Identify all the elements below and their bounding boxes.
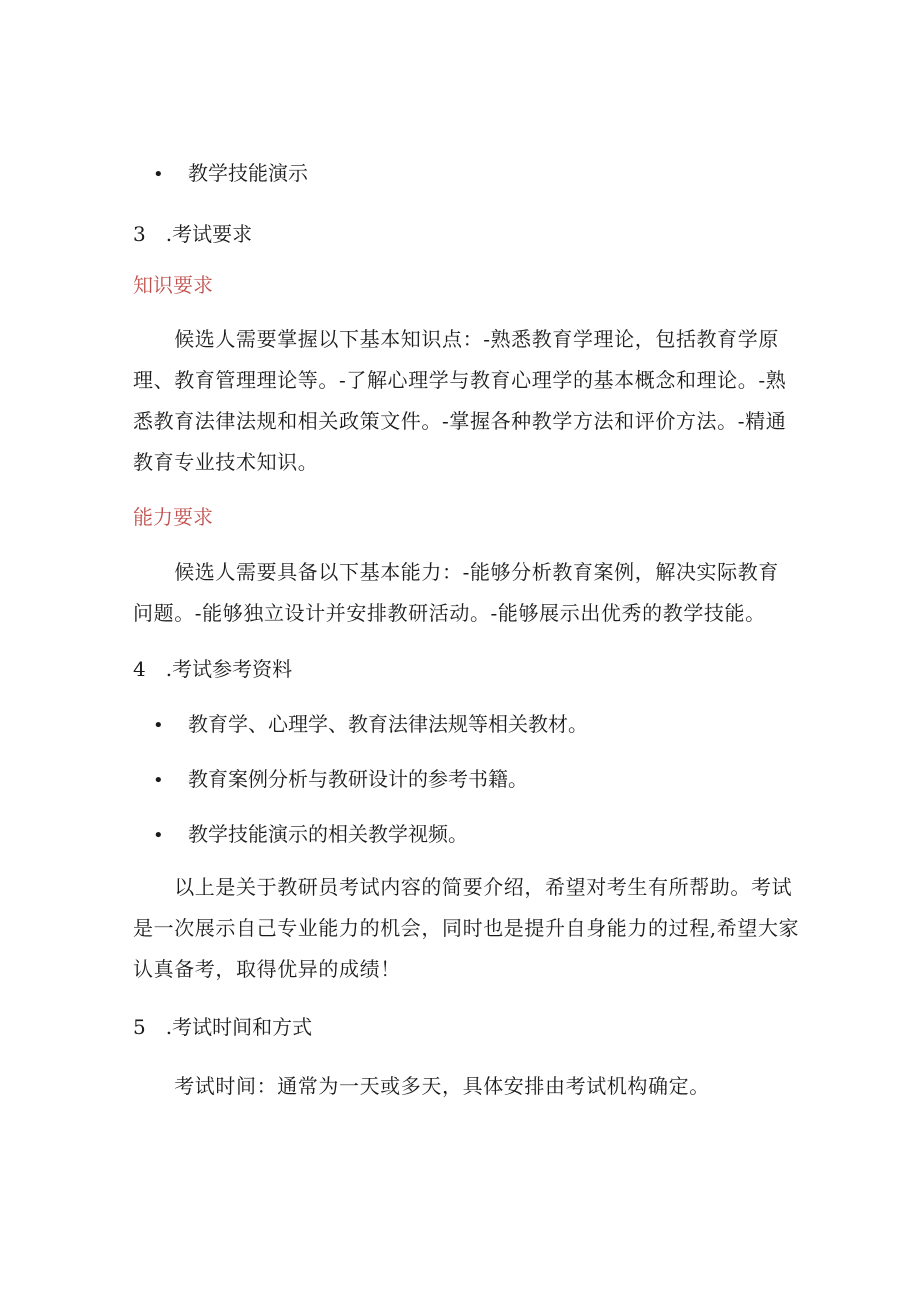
- list-item-text: 教育学、心理学、教育法律法规等相关教材。: [188, 712, 588, 736]
- paragraph-line: 悉教育法律法规和相关政策文件。-掌握各种教学方法和评价方法。-精通: [133, 409, 787, 433]
- section-4-heading: 4 .考试参考资料: [133, 657, 293, 681]
- paragraph-line: 候选人需要具备以下基本能力：-能够分析教育案例，解决实际教育: [133, 560, 779, 584]
- list-item: [153, 766, 528, 794]
- paragraph-line: 理、教育管理理论等。-了解心理学与教育心理学的基本概念和理论。-熟: [133, 368, 787, 392]
- ability-requirements-title: 能力要求: [133, 505, 213, 529]
- ability-requirements-paragraph: [133, 552, 788, 634]
- section-3-heading: 3 .考试要求: [133, 222, 253, 246]
- paragraph-line: 以上是关于教研员考试内容的简要介绍，希望对考生有所帮助。考试: [133, 875, 793, 899]
- list-item: [153, 711, 588, 739]
- paragraph-line: 是一次展示自己专业能力的机会，同时也是提升自身能力的过程,希望大家: [133, 916, 800, 940]
- paragraph-line: 教育专业技术知识。: [133, 450, 319, 474]
- exam-time-paragraph: [133, 1066, 788, 1107]
- section-5-heading: 5 .考试时间和方式: [133, 1015, 313, 1039]
- list-item-text: 教育案例分析与教研设计的参考书籍。: [188, 767, 528, 791]
- paragraph-line: 问题。-能够独立设计并安排教研活动。-能够展示出优秀的教学技能。: [133, 601, 766, 625]
- knowledge-requirements-title: 知识要求: [133, 273, 213, 297]
- list-item: [153, 160, 308, 188]
- bullet-icon: •: [153, 715, 164, 736]
- paragraph-line: 认真备考，取得优异的成绩！: [133, 957, 401, 981]
- list-item-text: 教学技能演示的相关教学视频。: [188, 822, 468, 846]
- paragraph-line: 候选人需要掌握以下基本知识点：-熟悉教育学理论，包括教育学原: [133, 327, 779, 351]
- bullet-icon: •: [153, 770, 164, 791]
- bullet-icon: •: [153, 164, 164, 185]
- closing-paragraph: [133, 867, 800, 990]
- paragraph-line: 考试时间：通常为一天或多天，具体安排由考试机构确定。: [133, 1074, 710, 1098]
- knowledge-requirements-paragraph: [133, 319, 788, 483]
- bullet-icon: •: [153, 825, 164, 846]
- list-item: [153, 821, 468, 849]
- list-item-text: 教学技能演示: [188, 161, 308, 185]
